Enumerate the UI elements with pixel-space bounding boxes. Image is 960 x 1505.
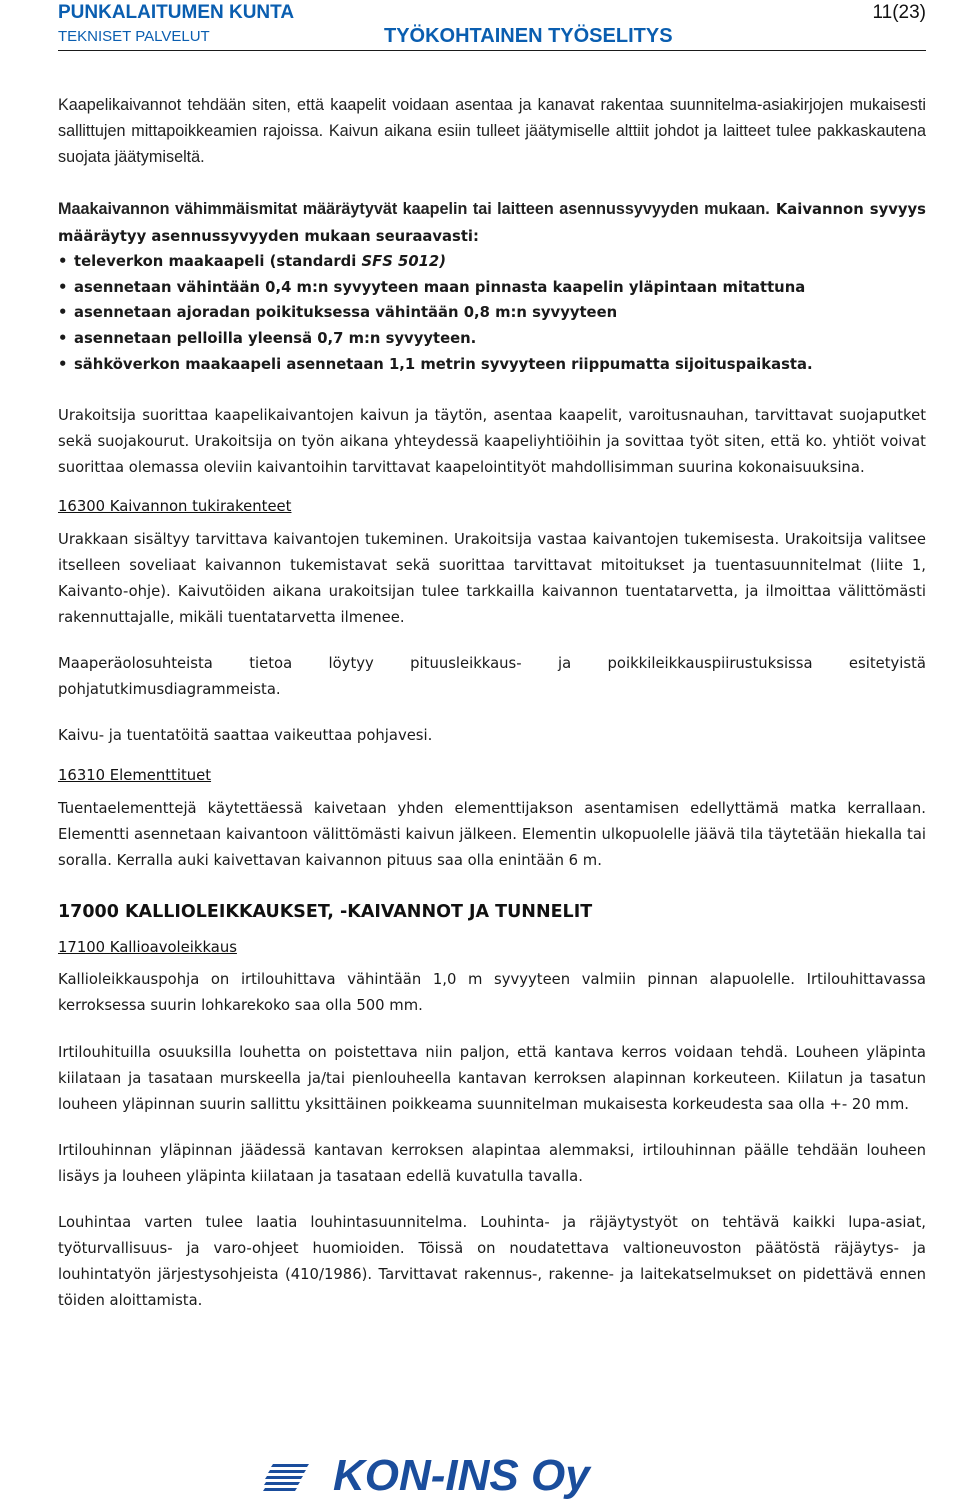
document-body bbox=[58, 92, 926, 1314]
paragraph-part: Maakaivannon vähimmäismitat määräytyvät kaapelin tai laitteen asennussyvyyden mukaan. bbox=[58, 200, 770, 218]
section-heading: 16310 Elementtituet bbox=[58, 767, 212, 785]
depth-list bbox=[58, 249, 926, 377]
list-item: • asennetaan vähintään 0,4 m:n syvyyteen maan pinnasta kaapelin yläpintaan mitattuna bbox=[58, 275, 926, 301]
paragraph: Urakoitsija suorittaa kaapelikaivantojen kaivun ja täytön, asentaa kaapelit, varoitusnauhan, tarvittavat suojaputket sekä suojakourut. Urakoitsija on työn aikana yhteydessä kaapeliyhtiöihin ja sovittaa työt siten, että ko. yhtiöt voivat suorittaa olemassa oleviin kaivantoihin tarvittavat kaapelointityöt mahdollisimman suurina kokonaisuuksina. bbox=[58, 407, 926, 477]
paragraph: Maaperäolosuhteista tietoa löytyy pituusleikkaus- ja poikkileikkauspiirustuksissa esitetyistä pohjatutkimusdiagrammeista. bbox=[58, 655, 926, 699]
list-item-text: SFS 5012) bbox=[361, 253, 446, 271]
list-item bbox=[58, 249, 926, 275]
paragraph: Kaivu- ja tuentatöitä saattaa vaikeuttaa pohjavesi. bbox=[58, 727, 433, 745]
chapter-heading: 17000 KALLIOLEIKKAUKSET, -KAIVANNOT JA TUNNELIT bbox=[58, 902, 593, 923]
paragraph: Kallioleikkauspohja on irtilouhittava vähintään 1,0 m syvyyteen valmiin pinnan alapuolelle. Irtilouhittavassa kerroksessa suurin lohkarekoko saa olla 500 mm. bbox=[58, 971, 926, 1015]
section-heading: 16300 Kaivannon tukirakenteet bbox=[58, 498, 292, 516]
document-title: TYÖKOHTAINEN TYÖSELITYS bbox=[384, 25, 673, 47]
paragraph-part: Kaivannon syvyys määräytyy asennussyvyyden mukaan seuraavasti: bbox=[58, 201, 926, 245]
logo-stripes-icon bbox=[263, 1462, 333, 1492]
paragraph: Kaapelikaivannot tehdään siten, että kaapelit voidaan asentaa ja kanavat rakentaa suunnitelma-asiakirjojen mukaisesti sallittujen mittapoikkeamien rajoissa. Kaivun aikana esiin tulleet jäätymiselle alttiit johdot ja laitteet tulee pakkaskautena suojata jäätymiseltä. bbox=[58, 96, 926, 166]
paragraph: Tuentaelementtejä käytettäessä kaivetaan yhden elementtijakson asentamisen edellyttämä matka kerrallaan. Elementti asennetaan kaivantoon välittömästi kaivun jälkeen. Elementin ulkopuolelle jäävä tila täytetään hiekalla tai soralla. Kerralla auki kaivettavan kaivannon pituus saa olla enintään 6 m. bbox=[58, 800, 926, 870]
logo-text: KON-INS Oy bbox=[333, 1451, 590, 1500]
list-item: • asennetaan pelloilla yleensä 0,7 m:n syvyyteen. bbox=[58, 326, 926, 352]
paragraph: Irtilouhinnan yläpinnan jäädessä kantavan kerroksen alapintaa alemmaksi, irtilouhinnan päälle tehdään louheen lisäys ja louheen yläpinta kiilataan ja tasataan edellä kuvatulla tavalla. bbox=[58, 1142, 926, 1186]
section-heading: 17100 Kallioavoleikkaus bbox=[58, 939, 237, 957]
list-item: • asennetaan ajoradan poikituksessa vähintään 0,8 m:n syvyyteen bbox=[58, 300, 926, 326]
department-name: TEKNISET PALVELUT bbox=[58, 28, 210, 45]
paragraph bbox=[58, 196, 926, 249]
list-item: • sähköverkon maakaapeli asennetaan 1,1 metrin syvyyteen riippumatta sijoituspaikasta. bbox=[58, 352, 926, 378]
paragraph: Irtilouhituilla osuuksilla louhetta on poistettava niin paljon, että kantava kerros voidaan tehdä. Louheen yläpinta kiilataan ja tasataan murskeella ja/tai pienlouheella kantavan kerroksen alapinnan korkeuteen. Kiilatun ja tasatun louheen yläpinnan suurin sallittu yksittäinen poikkeama suunnitelman mukaisesta korkeudesta saa olla +- 20 mm. bbox=[58, 1044, 926, 1114]
organization-name: PUNKALAITUMEN KUNTA bbox=[58, 2, 295, 23]
company-logo bbox=[263, 1452, 603, 1500]
paragraph: Urakkaan sisältyy tarvittava kaivantojen tukeminen. Urakoitsija vastaa kaivantojen tukemisesta. Urakoitsija valitsee itselleen soveliaat kaivannon tukemistavat sekä suorittaa tarvittavat mitoitukset ja tuentasuunnitelmat (liite 1, Kaivanto-ohje). Kaivutöiden aikana urakoitsijan tulee tarkkailla kaivannon tuentatarvetta, ja ilmoittaa välittömästi rakennuttajalle, mikäli tuentatarvetta ilmenee. bbox=[58, 531, 926, 627]
page-header bbox=[58, 0, 926, 51]
list-item-text: televerkon maakaapeli (standardi bbox=[74, 253, 362, 271]
paragraph: Louhintaa varten tulee laatia louhintasuunnitelma. Louhinta- ja räjäytystyöt on tehtävä kaikki lupa-asiat, työturvallisuus- ja varo-ohjeet huomioiden. Töissä on noudatettava valtioneuvoston päätöstä räjäytys- ja louhintatyön järjestysohjeista (410/1986). Tarvittavat rakennus-, rakenne- ja laitekatselmukset on pidettävä ennen töiden aloittamista. bbox=[58, 1214, 926, 1310]
page-number: 11(23) bbox=[872, 2, 926, 23]
